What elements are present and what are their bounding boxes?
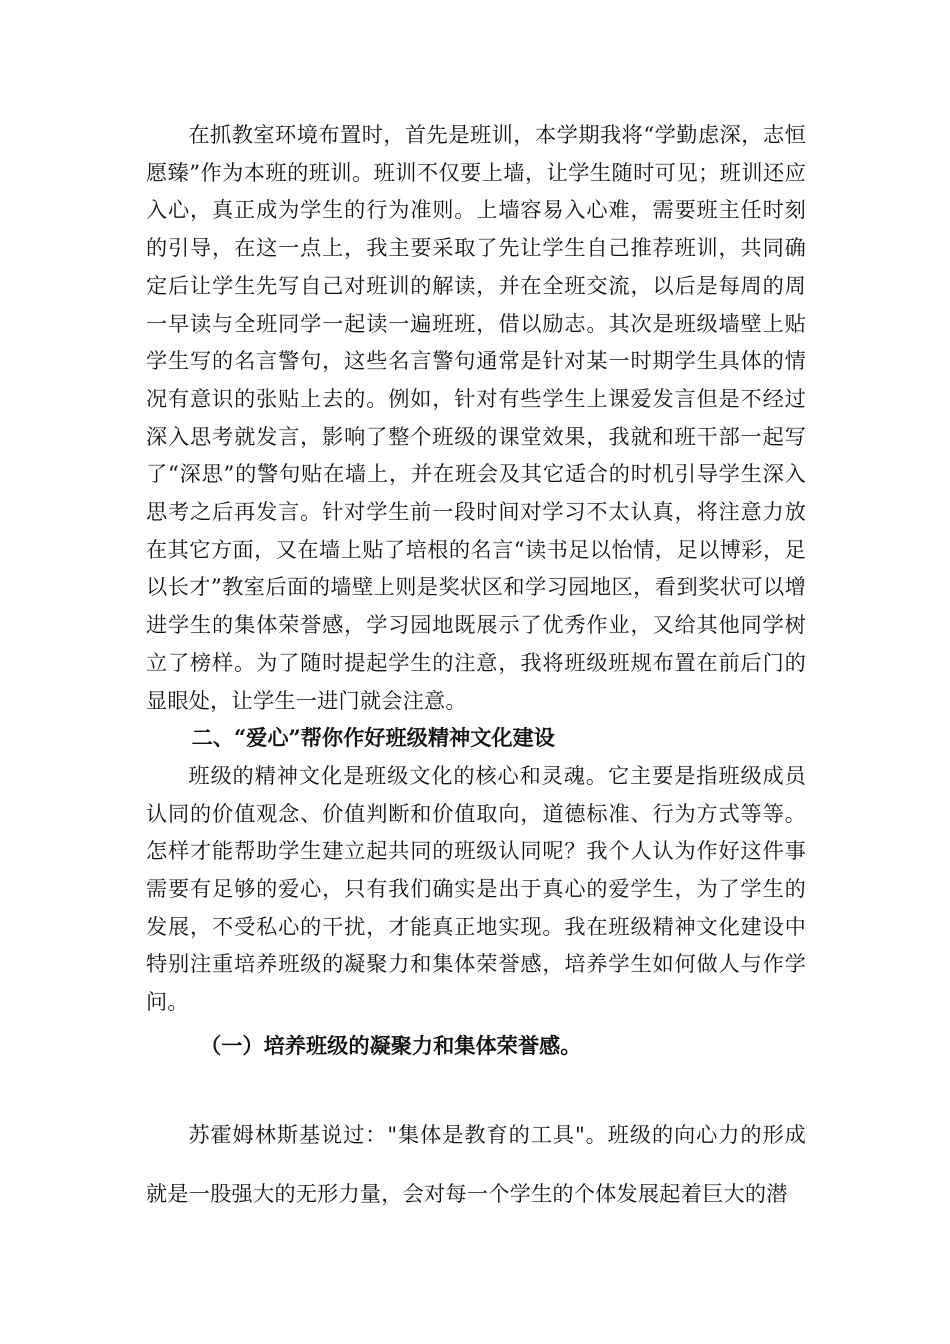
paragraph-sukhomlinsky: 苏霍姆林斯基说过："集体是教育的工具"。班级的向心力的形成就是一股强大的无形力量，会对每一个学生的个体发展起着巨大的潜 (146, 1121, 806, 1206)
document-page (146, 116, 806, 1223)
subsection-heading-cohesion: （一）培养班级的凝聚力和集体荣誉感。 (200, 1032, 582, 1058)
section-heading-spiritual-culture: 二、“爱心”帮你作好班级精神文化建设 (191, 725, 555, 751)
paragraph-spiritual-culture: 班级的精神文化是班级文化的核心和灵魂。它主要是指班级成员认同的价值观念、价值判断和价值取向，道德标准、行为方式等等。怎样才能帮助学生建立起共同的班级认同呢？我个人认为作好这件事需要有足够的爱心，只有我们确实是出于真心的爱学生，为了学生的发展，不受私心的干扰，才能真正地实现。我在班级精神文化建设中特别注重培养班级的凝聚力和集体荣誉感，培养学生如何做人与作学问。 (146, 762, 806, 1015)
paragraph-classroom-environment: 在抓教室环境布置时，首先是班训，本学期我将“学勤虑深，志恒愿臻”作为本班的班训。班训不仅要上墙，让学生随时可见；班训还应入心，真正成为学生的行为准则。上墙容易入心难，需要班主任时刻的引导，在这一点上，我主要采取了先让学生自己推荐班训，共同确定后让学生先写自己对班训的解读，并在全班交流，以后是每周的周一早读与全班同学一起读一遍班班，借以励志。其次是班级墙壁上贴学生写的名言警句，这些名言警句通常是针对某一时期学生具体的情况有意识的张贴上去的。例如，针对有些学生上课爱发言但是不经过深入思考就发言，影响了整个班级的课堂效果，我就和班干部一起写了“深思”的警句贴在墙上，并在班会及其它适合的时机引导学生深入思考之后再发言。针对学生前一段时间对学习不太认真，将注意力放在其它方面，又在墙上贴了培根的名言“读书足以怡情，足以博彩，足以长才”教室后面的墙壁上则是奖状区和学习园地区，看到奖状可以增进学生的集体荣誉感，学习园地既展示了优秀作业，又给其他同学树立了榜样。为了随时提起学生的注意，我将班级班规布置在前后门的显眼处，让学生一进门就会注意。 (146, 122, 806, 713)
